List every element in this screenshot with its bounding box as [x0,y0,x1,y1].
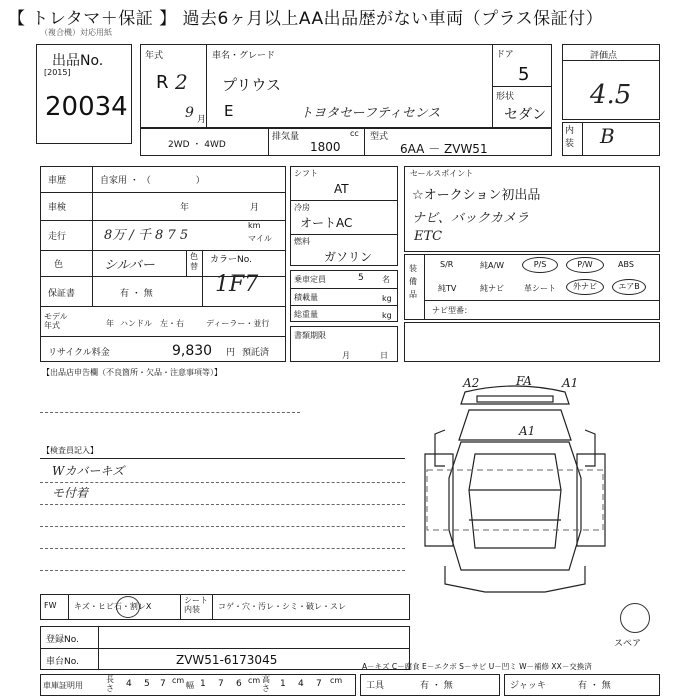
equip-ext-navi: 外ナビ [566,279,604,295]
mileage-label: 走行 [48,232,67,242]
inspection-label: 車検 [48,203,67,213]
capacity-value: 5 [358,273,364,283]
score-label: 評価点 [590,51,618,61]
name-label: 車名・グレード [212,51,276,61]
sales-line3: ETC [414,229,443,244]
seat-label: シート内装 [184,596,208,614]
ac-label: 冷房 [294,203,310,212]
drive-type: 2WD ・ 4WD [168,140,226,150]
lot-number: 20034 [45,92,128,122]
year-era: R [156,72,169,93]
equip-tv: 純TV [438,284,457,293]
inspection-month: 月 [250,203,260,213]
cert-label: 車庫証明用 [43,681,83,690]
fuel-label: 燃料 [294,237,310,246]
color-code: 1F7 [215,272,259,297]
cert-width-2: 7 [218,679,224,689]
cert-height-1: 1 [280,679,286,689]
paper-note: （複合機）対応用紙 [40,28,112,37]
equip-sr: S/R [440,260,454,269]
mileage-value: 8万 / 千 8 7 5 [104,228,189,243]
doors-value: 5 [518,64,530,85]
tools-value: 有 ・ 無 [420,681,453,691]
diagram-mark-a1-top: A1 [562,376,579,390]
doors-label: ドア [496,50,514,60]
grade-note: トヨタセーフティセンス [300,106,441,121]
spare-label: スペア [614,639,642,649]
shift-value: AT [334,182,349,196]
jack-value: 有 ・ 無 [578,681,611,691]
declaration-label: 【出品店申告欄（不良箇所・欠品・注意事項等）】 [42,368,222,377]
score-value: 4.5 [590,80,632,110]
fw-circle-mark [116,596,140,618]
color-change-label: 色替 [190,252,198,271]
car-grade: E [224,102,234,120]
cert-height-3: 7 [316,679,322,689]
shift-label: シフト [294,169,318,178]
sales-first: ☆オークション初出品 [412,188,541,203]
gross-label: 総重量 [294,310,318,319]
cert-width-1: 1 [200,679,206,689]
cert-height-2: 4 [298,679,304,689]
displacement-unit: cc [350,129,359,138]
year-month-unit: 月 [197,115,207,125]
lot-label: 出品No. [52,53,104,69]
docs-label: 書類期限 [294,331,326,340]
diagram-mark-a1-roof: A1 [519,424,536,438]
equip-aw: 純A/W [480,261,505,270]
cert-width-3: 6 [236,679,242,689]
chassis-number: ZVW51-6173045 [176,653,278,667]
recycle-note: 預託済 [242,348,270,358]
chassis-label: 車台No. [46,657,79,667]
color-label: 色 [54,260,64,270]
cert-length-2: 5 [144,679,150,689]
equipment-label: 装備品 [409,264,417,299]
warranty-label: 保証書 [48,289,76,299]
shape-value: セダン [504,107,547,123]
recycle-unit: 円 [226,348,236,358]
cert-length-label: 長さ [106,675,114,693]
cert-width-unit: cm [248,676,261,685]
sales-line2: ナビ、バックカメラ [412,211,529,226]
equip-leather: 革シート [524,284,556,293]
car-model: プリウス [222,76,281,94]
cert-height-unit: cm [330,676,343,685]
cert-height-label: 高さ [262,675,270,693]
equip-abs: ABS [618,260,634,269]
warranty-value: 有 ・ 無 [120,289,153,299]
inspector-label: 【検査員記入】 [42,446,98,455]
recycle-label: リサイクル料金 [48,348,110,358]
damage-legend: A－キズ C－腐食 E－エクボ S－サビ U－凹ミ W－補修 XX－交換済 [362,662,592,671]
mileage-mile: マイル [248,234,272,243]
tools-label: 工具 [366,681,385,691]
banner-title: 【 トレタマ＋保証 】 過去6ヶ月以上AA出品歴がない車両（プラス保証付） [8,9,604,29]
handle-side: ハンドル 左・右 [120,319,184,328]
cert-width-label: 幅 [186,681,194,690]
registration-label: 登録No. [46,635,79,645]
inspector-note-1: Wカバーキズ [52,464,125,478]
color-value: シルバー [104,258,155,273]
recycle-value: 9,830 [172,343,213,359]
capacity-unit: 名 [382,275,390,284]
interior-value: B [600,124,615,148]
model-year-label: モデル年式 [44,312,68,330]
year-month: 9 [185,105,194,121]
lot-stamp: [2015] [44,68,71,77]
cert-length-unit: cm [172,676,185,685]
model-code: 6AA － ZVW51 [400,142,488,156]
fw-label: FW [44,601,57,610]
load-unit: kg [382,294,392,303]
capacity-label: 乗車定員 [294,275,326,284]
gross-unit: kg [382,311,392,320]
model-year-unit: 年 [106,319,114,328]
color-code-label: カラーNo. [210,255,252,265]
displacement-value: 1800 [310,140,341,154]
equip-ps: P/S [522,257,558,273]
diagram-mark-a2: A2 [463,376,480,390]
cert-box [40,674,356,696]
year-label: 年式 [145,51,164,61]
history-value: 自家用 ・ （ ） [100,176,205,186]
navi-model: ナビ型番： [432,306,472,315]
mileage-km: km [248,221,261,230]
year-value: 2 [175,70,188,94]
displacement-label: 排気量 [272,132,300,142]
spare-tire-icon [620,603,650,633]
ac-value: オートAC [300,216,353,230]
fw-text: キズ・ヒビ石・割レX [74,602,152,611]
seat-text: コゲ・穴・汚レ・シミ・破レ・スレ [218,602,346,611]
car-damage-diagram [405,370,625,600]
diagram-mark-fa: FA [516,374,532,388]
docs-day: 日 [380,351,388,360]
inspector-note-2: モ付着 [52,486,89,500]
docs-month: 月 [342,351,350,360]
sales-label: セールスポイント [410,169,474,178]
equip-navi: 純ナビ [480,284,504,293]
later-box [404,322,660,362]
equip-airbag: エアB [612,279,646,295]
inspection-year: 年 [180,203,190,213]
equip-pw: P/W [566,257,604,273]
dealer-type: ディーラー・並行 [206,319,270,328]
model-code-label: 型式 [370,132,389,142]
interior-label: 内装 [565,126,575,149]
fuel-value: ガソリン [324,250,373,264]
shape-label: 形状 [496,92,515,102]
cert-length-3: 7 [160,679,166,689]
cert-length-1: 4 [126,679,132,689]
load-label: 積載量 [294,293,318,302]
history-label: 車歴 [48,176,67,186]
jack-label: ジャッキ [510,681,546,691]
